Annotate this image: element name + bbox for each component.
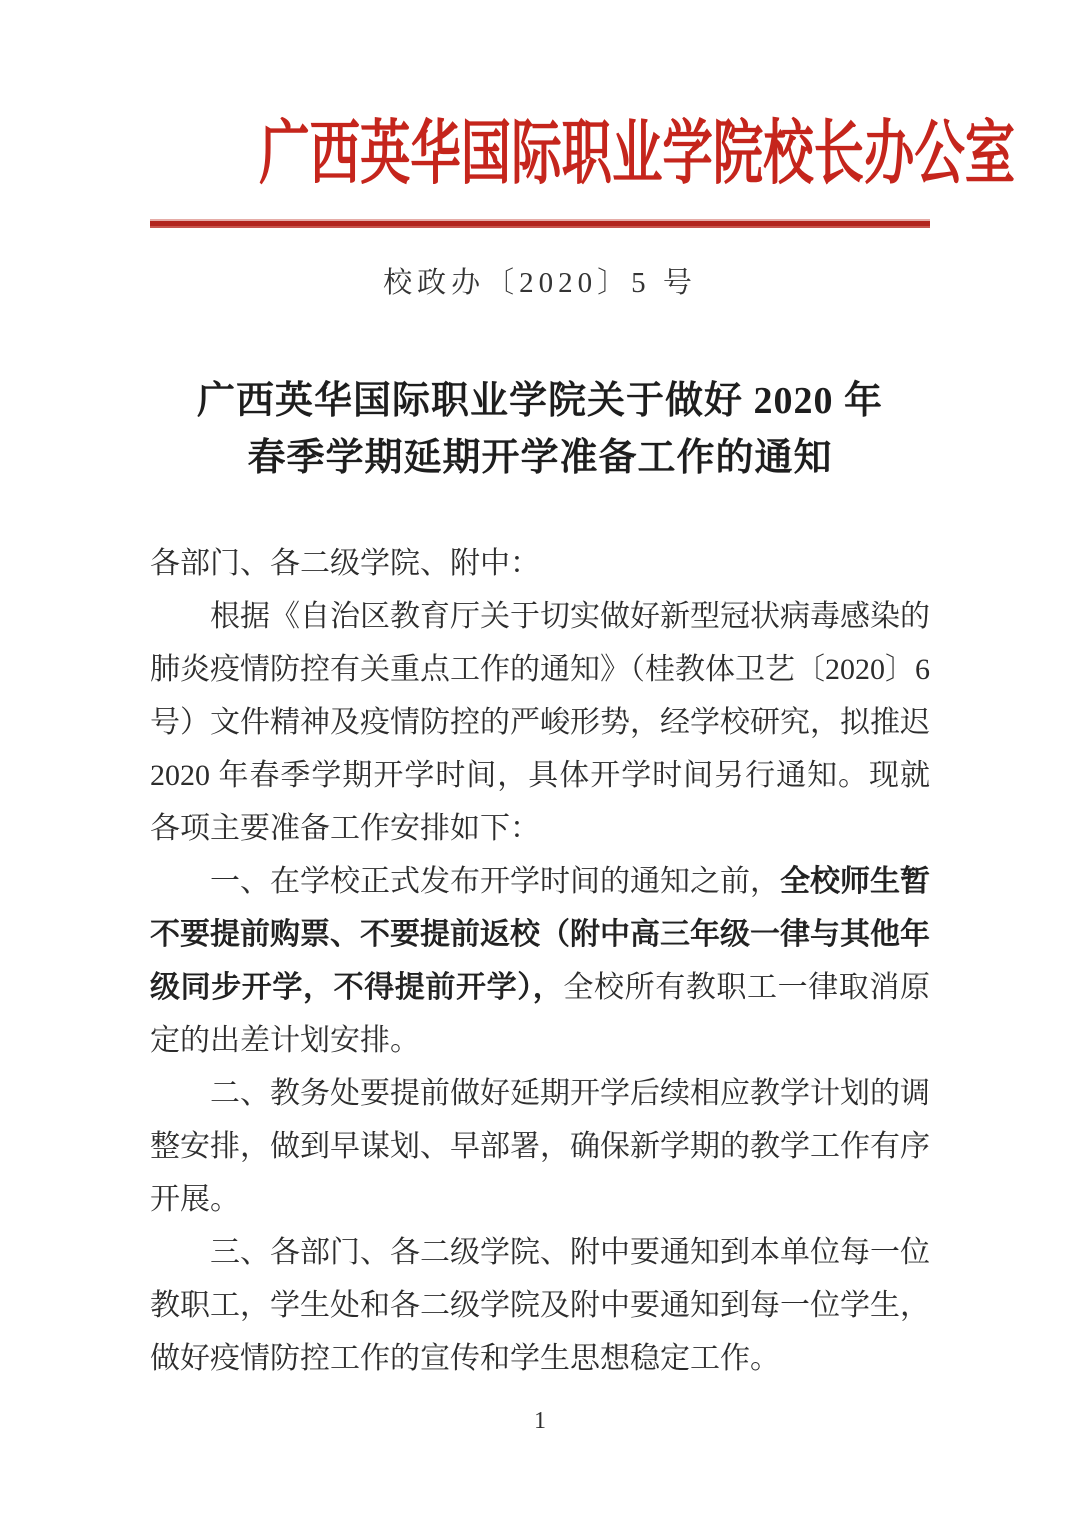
body-text: 全校所有教职工一律取消原定的出差计划安排。: [150, 971, 931, 1057]
doc-title-line-2: 春季学期延期开学准备工作的通知: [247, 437, 833, 479]
body-text: 一、在学校正式发布开学时间的通知之前，: [210, 865, 780, 898]
paragraph: [150, 537, 930, 590]
body-text: 各部门、各二级学院、附中：: [150, 547, 540, 580]
page-number: 1: [534, 1408, 546, 1434]
emphasis-text: 全校师生暂不要提前购票、不要提前返校（附中高三年级一律与其他年级同步开学，不得提前开学），: [150, 865, 930, 1004]
org-title: 广西英华国际职业学院校长办公室: [259, 116, 1016, 193]
doc-number: 校政办〔2020〕5 号: [383, 267, 697, 299]
doc-title: [150, 373, 930, 487]
header-divider: [150, 219, 930, 228]
body-text: 二、教务处要提前做好延期开学后续相应教学计划的调整安排，做到早谋划、早部署，确保新学期的教学工作有序开展。: [150, 1077, 930, 1216]
paragraph: [150, 855, 930, 1067]
paragraph: [150, 1067, 930, 1226]
paragraph: [150, 590, 930, 855]
body-text: 根据《自治区教育厅关于切实做好新型冠状病毒感染的肺炎疫情防控有关重点工作的通知》（桂教体卫艺〔2020〕6 号）文件精神及疫情防控的严峻形势，经学校研究，拟推迟 2020 年春季学期开学时间，具体开学时间另行通知。现就各项主要准备工作安排如下：: [150, 600, 930, 845]
paragraph: [150, 1226, 930, 1385]
doc-body: [150, 537, 930, 1385]
body-text: 三、各部门、各二级学院、附中要通知到本单位每一位教职工，学生处和各二级学院及附中要通知到每一位学生，做好疫情防控工作的宣传和学生思想稳定工作。: [150, 1236, 930, 1375]
doc-title-line-1: 广西英华国际职业学院关于做好 2020 年: [196, 380, 883, 422]
